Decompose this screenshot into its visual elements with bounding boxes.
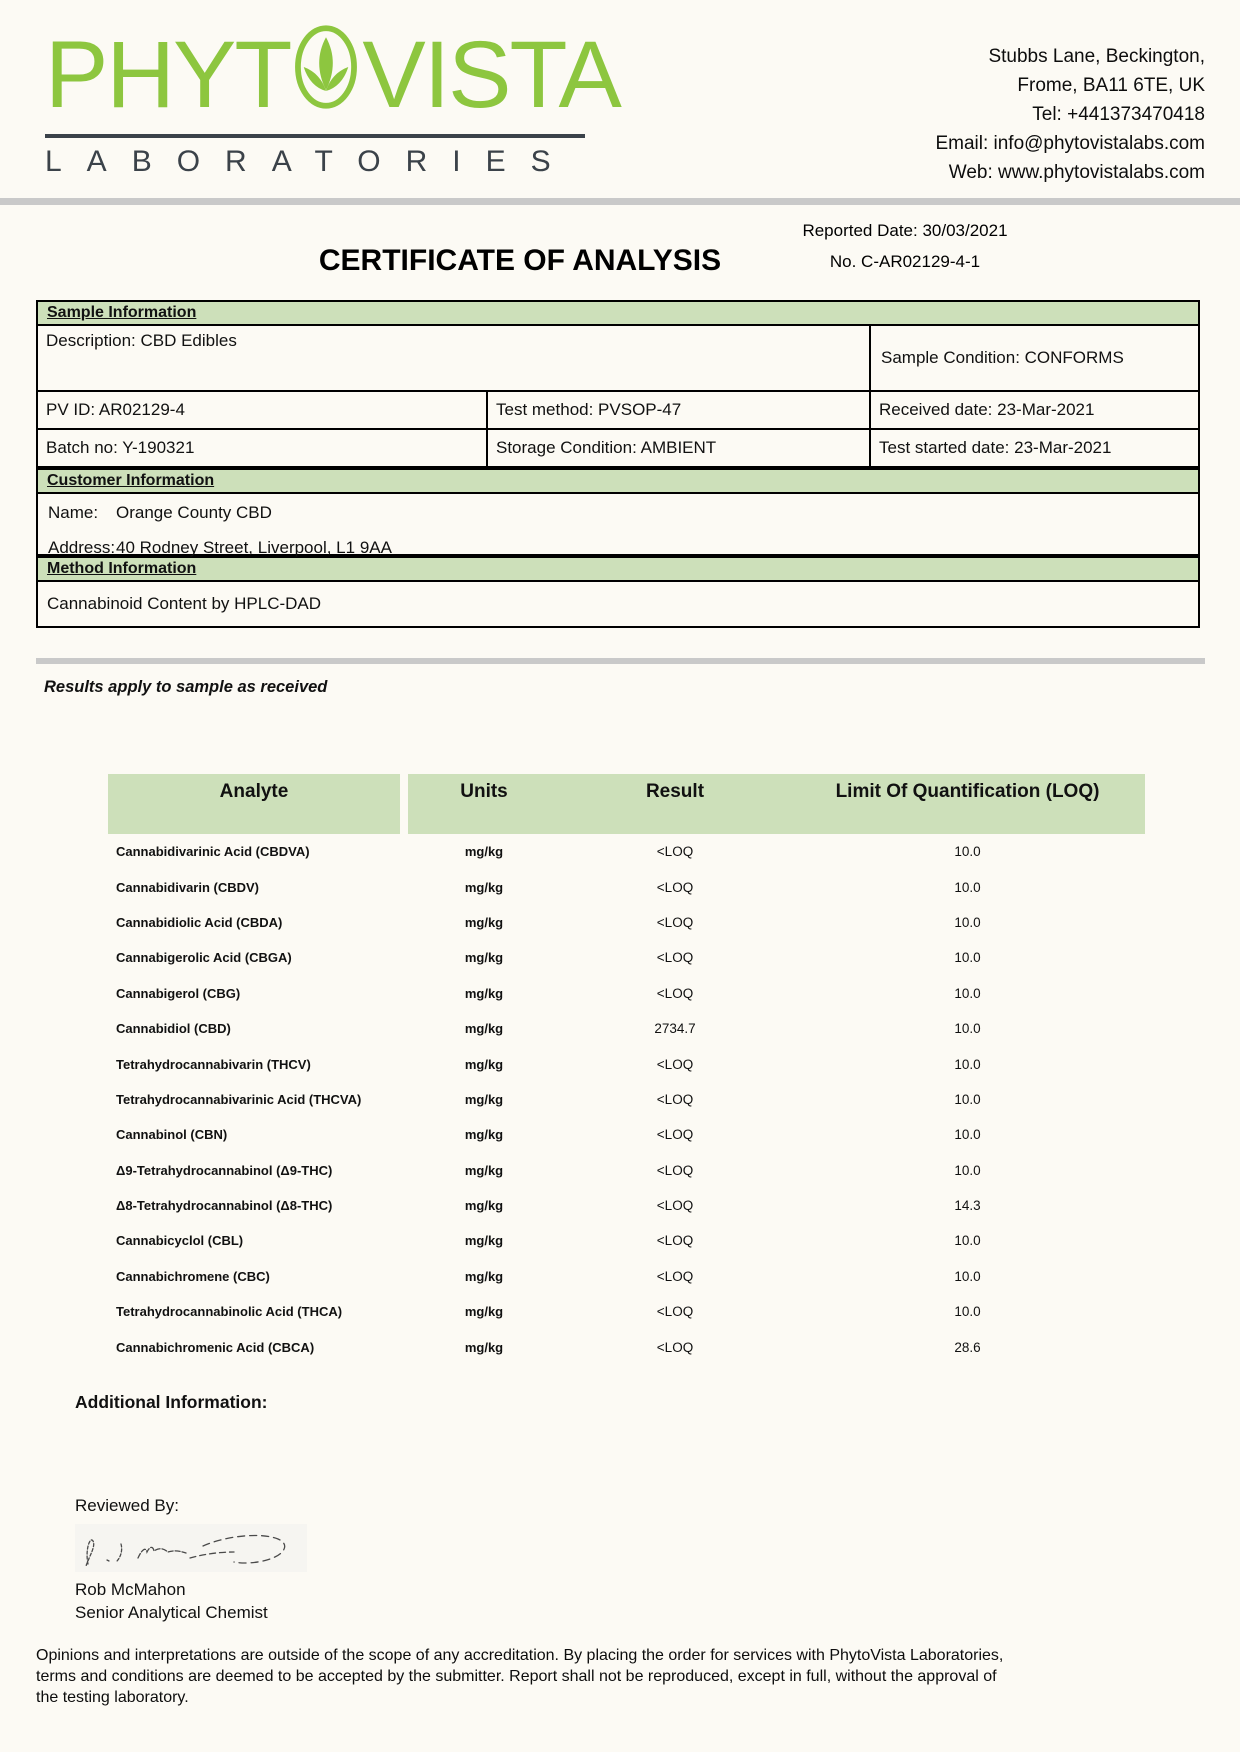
results-row	[108, 1082, 1145, 1117]
contact-address-line1: Stubbs Lane, Beckington,	[988, 46, 1205, 67]
method-information-header	[36, 556, 1200, 582]
method-information-box: Cannabinoid Content by HPLC-DAD	[36, 582, 1200, 628]
table-row	[38, 428, 1198, 466]
results-cell-result: <LOQ	[656, 1304, 694, 1320]
results-cell-loq: 10.0	[954, 1233, 981, 1249]
reviewer-name: Rob McMahon	[75, 1580, 186, 1599]
results-cell-result: <LOQ	[656, 879, 694, 895]
customer-address-value: 40 Rodney Street, Liverpool, L1 9AA	[116, 538, 392, 557]
header-gap	[400, 774, 408, 834]
results-row	[108, 1153, 1145, 1188]
results-cell-analyte: Cannabidiolic Acid (CBDA)	[116, 914, 283, 930]
results-row	[108, 1223, 1145, 1258]
results-cell-analyte: Tetrahydrocannabivarinic Acid (THCVA)	[116, 1091, 362, 1107]
results-cell-units: mg/kg	[464, 1304, 504, 1320]
footer-line: terms and conditions are deemed to be accepted by the submitter. Report shall not be reproduced, except in full, without the approval of	[36, 1668, 997, 1685]
results-row	[108, 1117, 1145, 1152]
results-cell-analyte: Cannabidivarinic Acid (CBDVA)	[116, 844, 310, 860]
results-row	[108, 1259, 1145, 1294]
results-note: Results apply to sample as received	[44, 678, 328, 696]
results-cell-result: <LOQ	[656, 1198, 694, 1214]
results-cell-analyte: Tetrahydrocannabinolic Acid (THCA)	[116, 1304, 343, 1320]
results-cell-result: <LOQ	[656, 1056, 694, 1072]
results-cell-units: mg/kg	[464, 1198, 504, 1214]
results-cell-result: <LOQ	[656, 950, 694, 966]
results-cell-units: mg/kg	[464, 1021, 504, 1037]
results-cell-result: <LOQ	[656, 1127, 694, 1143]
results-cell-result: <LOQ	[656, 1233, 694, 1249]
contact-email: Email: info@phytovistalabs.com	[935, 133, 1205, 154]
section-divider	[36, 658, 1205, 664]
results-cell-units: mg/kg	[464, 1339, 504, 1355]
reviewed-by-label: Reviewed By:	[75, 1496, 179, 1515]
results-cell-result: <LOQ	[656, 1091, 694, 1107]
results-cell-analyte: Cannabinol (CBN)	[116, 1127, 228, 1143]
customer-information-title: Customer Information	[47, 472, 215, 489]
results-row	[108, 976, 1145, 1011]
results-cell-loq: 10.0	[954, 1091, 981, 1107]
sample-information-title: Sample Information	[47, 304, 197, 321]
results-cell-units: mg/kg	[464, 1127, 504, 1143]
phytovista-logo	[45, 20, 620, 179]
header-units: Units	[408, 774, 560, 834]
results-cell-analyte: Cannabichromene (CBC)	[116, 1268, 270, 1284]
results-cell-units: mg/kg	[464, 985, 504, 1001]
contact-address-line2: Frome, BA11 6TE, UK	[1017, 75, 1205, 96]
results-cell-loq: 10.0	[954, 1056, 981, 1072]
results-cell-result: <LOQ	[656, 985, 694, 1001]
results-cell-loq: 10.0	[954, 1127, 981, 1143]
results-cell-analyte: Cannabidivarin (CBDV)	[116, 879, 260, 895]
customer-name-row	[38, 494, 1198, 523]
reviewer-role: Senior Analytical Chemist	[75, 1603, 268, 1622]
logo-divider	[45, 134, 585, 138]
logo-subtitle: LABORATORIES	[45, 145, 576, 178]
results-cell-loq: 10.0	[954, 1021, 981, 1037]
logo-text-left: PHYT	[45, 21, 291, 128]
results-cell-analyte: Δ8-Tetrahydrocannabinol (Δ8-THC)	[116, 1198, 333, 1214]
header-result: Result	[560, 774, 790, 834]
results-cell-loq: 10.0	[954, 914, 981, 930]
description-cell: Description: CBD Edibles	[38, 326, 871, 390]
lab-contact-block	[935, 42, 1205, 187]
results-row	[108, 905, 1145, 940]
results-cell-result: <LOQ	[656, 1162, 694, 1178]
leaf-icon	[293, 23, 359, 127]
report-meta	[780, 221, 1030, 272]
results-cell-loq: 14.3	[954, 1198, 981, 1214]
sample-condition-cell: Sample Condition: CONFORMS	[881, 348, 1124, 367]
results-cell-analyte: Cannabidiol (CBD)	[116, 1021, 231, 1037]
customer-information-box	[36, 494, 1200, 556]
results-row	[108, 1329, 1145, 1364]
header-analyte: Analyte	[108, 774, 400, 834]
customer-address-row	[38, 523, 1198, 558]
pv-id-cell: PV ID: AR02129-4	[38, 392, 488, 428]
additional-information-label: Additional Information:	[75, 1392, 268, 1412]
table-row	[38, 390, 1198, 428]
results-cell-analyte: Cannabigerol (CBG)	[116, 985, 241, 1001]
results-row	[108, 834, 1145, 869]
results-cell-result: 2734.7	[654, 1021, 696, 1037]
results-cell-analyte: Cannabichromenic Acid (CBCA)	[116, 1339, 315, 1355]
results-cell-units: mg/kg	[464, 1056, 504, 1072]
footer-line: the testing laboratory.	[36, 1689, 189, 1706]
results-cell-units: mg/kg	[464, 1268, 504, 1284]
results-cell-analyte: Δ9-Tetrahydrocannabinol (Δ9-THC)	[116, 1162, 333, 1178]
results-cell-result: <LOQ	[656, 844, 694, 860]
customer-information-header	[36, 468, 1200, 494]
footer-line: Opinions and interpretations are outside of the scope of any accreditation. By placing the order for services with PhytoVista Laboratories,	[36, 1647, 1004, 1664]
results-table-header	[108, 774, 1145, 834]
header-loq: Limit Of Quantification (LOQ)	[790, 774, 1145, 834]
results-cell-units: mg/kg	[464, 1233, 504, 1249]
results-table	[108, 774, 1145, 1365]
results-cell-loq: 10.0	[954, 950, 981, 966]
logo-wordmark	[45, 20, 620, 130]
results-cell-units: mg/kg	[464, 1162, 504, 1178]
batch-no-cell: Batch no: Y-190321	[38, 430, 488, 466]
results-cell-result: <LOQ	[656, 1339, 694, 1355]
contact-tel: Tel: +441373470418	[1032, 104, 1205, 125]
results-cell-result: <LOQ	[656, 1268, 694, 1284]
method-information-title: Method Information	[47, 560, 197, 577]
results-cell-analyte: Cannabicyclol (CBL)	[116, 1233, 244, 1249]
results-cell-loq: 10.0	[954, 844, 981, 860]
results-cell-result: <LOQ	[656, 914, 694, 930]
report-number: No. C-AR02129-4-1	[829, 252, 981, 271]
header-divider	[0, 198, 1240, 205]
sample-information-header	[36, 300, 1200, 326]
test-started-cell: Test started date: 23-Mar-2021	[879, 438, 1112, 457]
results-cell-loq: 10.0	[954, 879, 981, 895]
results-row	[108, 940, 1145, 975]
customer-address-label: Address:	[48, 538, 116, 557]
contact-web: Web: www.phytovistalabs.com	[948, 162, 1205, 183]
customer-name-value: Orange County CBD	[116, 503, 272, 522]
results-cell-loq: 28.6	[954, 1339, 981, 1355]
results-rows	[108, 834, 1145, 1365]
results-cell-loq: 10.0	[954, 1162, 981, 1178]
table-row	[38, 326, 1198, 390]
test-method-cell: Test method: PVSOP-47	[488, 392, 871, 428]
info-section	[36, 300, 1200, 628]
results-row	[108, 1011, 1145, 1046]
reported-date: Reported Date: 30/03/2021	[802, 221, 1008, 240]
signoff-block	[75, 1494, 307, 1624]
sample-information-table	[36, 326, 1200, 468]
storage-condition-cell: Storage Condition: AMBIENT	[488, 430, 871, 466]
results-row	[108, 869, 1145, 904]
results-cell-loq: 10.0	[954, 985, 981, 1001]
results-cell-analyte: Cannabigerolic Acid (CBGA)	[116, 950, 292, 966]
results-cell-loq: 10.0	[954, 1268, 981, 1284]
results-cell-units: mg/kg	[464, 879, 504, 895]
results-row	[108, 1294, 1145, 1329]
results-cell-units: mg/kg	[464, 1091, 504, 1107]
signature-image	[75, 1524, 307, 1572]
results-cell-loq: 10.0	[954, 1304, 981, 1320]
results-row	[108, 1046, 1145, 1081]
results-cell-analyte: Tetrahydrocannabivarin (THCV)	[116, 1056, 311, 1072]
logo-text-right: VISTA	[362, 21, 620, 128]
results-row	[108, 1188, 1145, 1223]
results-cell-units: mg/kg	[464, 914, 504, 930]
received-date-cell: Received date: 23-Mar-2021	[879, 400, 1095, 419]
footer-disclaimer	[36, 1645, 1216, 1708]
results-cell-units: mg/kg	[464, 950, 504, 966]
customer-name-label: Name:	[48, 503, 99, 522]
results-cell-units: mg/kg	[464, 844, 504, 860]
document-title: CERTIFICATE OF ANALYSIS	[318, 244, 722, 277]
